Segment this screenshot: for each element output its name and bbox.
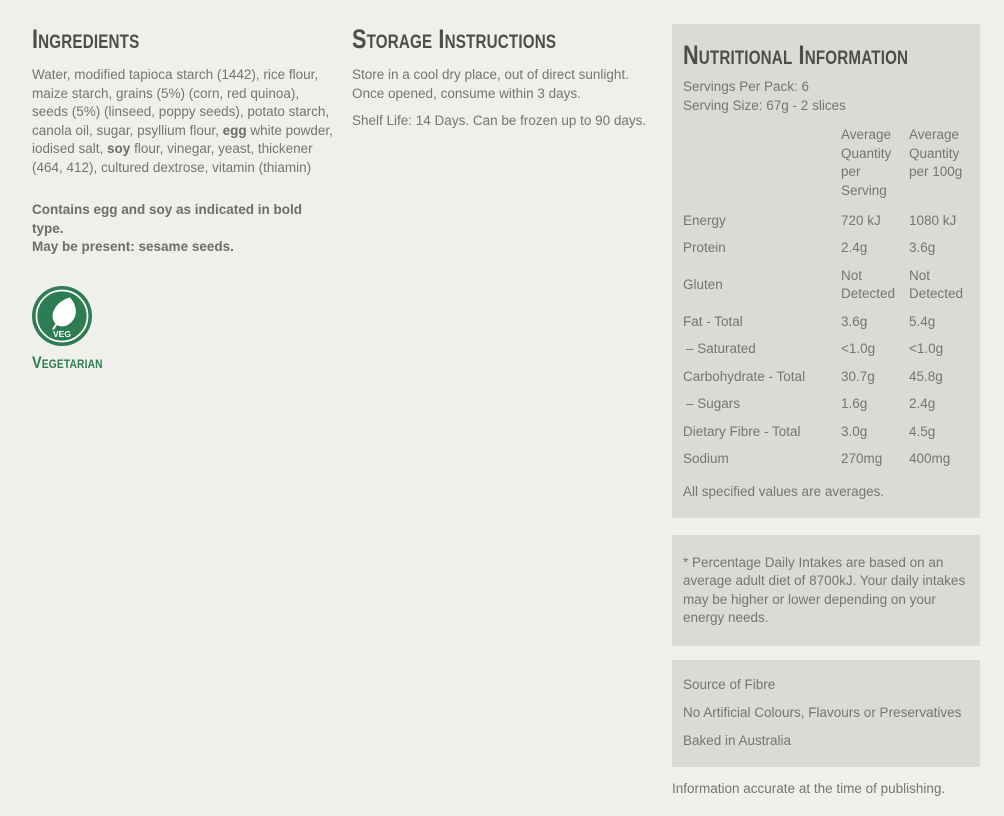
col-header-per-serving: Average Quantity per Serving	[841, 127, 892, 198]
nutrient-label: Fat - Total	[683, 313, 743, 329]
value-per-serving: Not Detected	[841, 267, 896, 301]
nutrition-heading: Nutritional Information	[683, 40, 909, 70]
nutrition-section	[672, 24, 980, 798]
ingredients-text-part1: Water, modified tapioca starch (1442), rice flour, maize starch, grains (5%) (corn, red quinoa), seeds (5%) (linseed, poppy seeds), potato starch, canola oil, sugar, psyllium flour,	[32, 67, 330, 138]
ingredients-text-part2: white powder, iodised salt,	[32, 122, 333, 156]
value-per-serving: 30.7g	[841, 368, 875, 384]
value-per-serving: 3.6g	[841, 313, 868, 329]
nutrient-label: Energy	[683, 212, 726, 228]
nutrient-column-header	[683, 120, 841, 207]
storage-para-2: Shelf Life: 14 Days. Can be frozen up to 90 days.	[352, 113, 647, 128]
value-per-100g: 400mg	[909, 451, 951, 466]
table-row-protein	[683, 235, 968, 263]
value-per-100g: 2.4g	[909, 396, 936, 411]
value-per-100g: 4.5g	[909, 423, 936, 439]
nutrition-table	[683, 120, 968, 473]
serving-size: Serving Size: 67g - 2 slices	[683, 97, 846, 113]
nutrition-panel	[672, 24, 980, 518]
allergen-egg-bold: egg	[222, 122, 247, 138]
averages-note: All specified values are averages.	[683, 484, 885, 499]
allergen-may-be-present-line: May be present: sesame seeds.	[32, 239, 234, 254]
leaf-icon	[32, 286, 92, 346]
nutrient-label: Carbohydrate - Total	[683, 368, 806, 384]
allergen-contains-line: Contains egg and soy as indicated in bold type.	[32, 202, 303, 236]
allergen-statement	[32, 201, 337, 257]
nutrition-header-row	[683, 120, 968, 207]
value-per-100g: <1.0g	[909, 341, 944, 356]
ingredients-heading: Ingredients	[32, 24, 140, 54]
publishing-footnote: Information accurate at the time of publishing.	[672, 780, 946, 796]
nutrient-label: Protein	[683, 240, 726, 255]
nutrient-label: Dietary Fibre - Total	[683, 423, 801, 439]
value-per-100g: 5.4g	[909, 313, 936, 329]
servings-per-pack: Servings Per Pack: 6	[683, 79, 810, 94]
table-row-sodium	[683, 446, 968, 474]
veg-badge-text: VEG	[53, 328, 71, 339]
table-row-gluten	[683, 262, 968, 308]
value-per-serving: 720 kJ	[841, 212, 881, 228]
storage-para-1: Store in a cool dry place, out of direct sunlight. Once opened, consume within 3 days.	[352, 67, 629, 101]
claim-baked-in-australia: Baked in Australia	[683, 732, 792, 748]
value-per-serving: 2.4g	[841, 240, 868, 255]
nutrient-label: Sodium	[683, 451, 729, 466]
table-row-saturated	[683, 336, 968, 364]
table-row-fat-total	[683, 308, 968, 336]
allergen-soy-bold: soy	[107, 141, 131, 156]
storage-section	[352, 24, 662, 150]
value-per-100g: 1080 kJ	[909, 212, 957, 228]
storage-heading: Storage Instructions	[352, 24, 557, 54]
daily-intake-note: * Percentage Daily Intakes are based on an average adult diet of 8700kJ. Your daily intakes may be higher or lower depending on your energy needs.	[683, 554, 966, 625]
table-row-energy	[683, 207, 968, 235]
claim-no-artificial: No Artificial Colours, Flavours or Preservatives	[683, 704, 962, 720]
claims-panel	[672, 660, 980, 767]
ingredients-section	[32, 24, 337, 373]
table-row-carbohydrate	[683, 363, 968, 391]
vegetarian-label: Vegetarian	[32, 352, 103, 372]
nutrient-label: Gluten	[683, 276, 723, 292]
value-per-serving: <1.0g	[841, 341, 876, 356]
col-header-per-100g: Average Quantity per 100g	[909, 127, 963, 179]
daily-intake-panel	[672, 535, 980, 646]
value-per-serving: 3.0g	[841, 423, 868, 439]
claim-source-of-fibre: Source of Fibre	[683, 676, 776, 692]
nutrient-label: – Sugars	[686, 396, 741, 411]
value-per-serving: 270mg	[841, 451, 883, 466]
table-row-sugars	[683, 391, 968, 419]
vegetarian-badge	[32, 286, 92, 346]
value-per-100g: 45.8g	[909, 368, 943, 384]
value-per-serving: 1.6g	[841, 396, 868, 411]
value-per-100g: Not Detected	[909, 267, 964, 301]
ingredients-text-part3: flour, vinegar, yeast, thickener (464, 412), cultured dextrose, vitamin (thiamin)	[32, 141, 313, 175]
value-per-100g: 3.6g	[909, 240, 936, 255]
table-row-dietary-fibre	[683, 418, 968, 446]
ingredients-text	[32, 66, 337, 177]
nutrient-label: – Saturated	[686, 341, 756, 356]
